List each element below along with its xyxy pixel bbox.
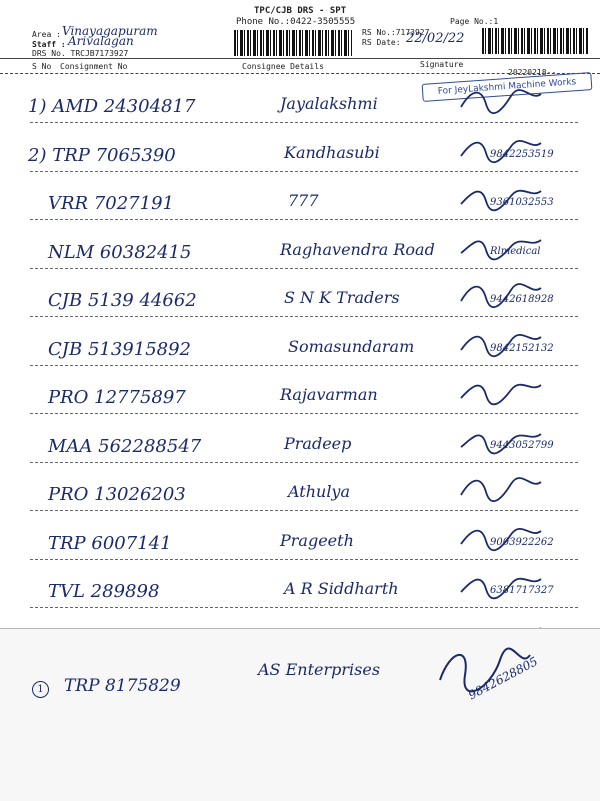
col-sno: S No: [32, 62, 52, 71]
rs-date-label: RS Date:: [362, 38, 401, 47]
area-label: Area :: [32, 30, 61, 39]
row-consignment: CJB 513915892: [48, 338, 192, 360]
rs-number: RS No.:7173927: [362, 28, 430, 37]
header-top-rule: [0, 58, 600, 59]
row-consignment: NLM 60382415: [48, 241, 192, 263]
row-divider: [30, 413, 578, 414]
row-divider: [30, 316, 578, 317]
slip-consignment: TRP 8175829: [64, 676, 181, 696]
row-signature-note: 9842152132: [490, 342, 554, 354]
row-consignment: 2) TRP 7065390: [28, 144, 176, 166]
row-signature-note: 9361032553: [490, 197, 554, 208]
row-consignee: 777: [288, 191, 319, 210]
staff-label: Staff :: [32, 40, 66, 49]
row-divider: [30, 122, 578, 123]
row-divider: [30, 462, 578, 463]
print-code: 20220218--: [508, 68, 557, 77]
row-signature-note: 9842253519: [490, 148, 554, 160]
drs-barcode: [234, 30, 352, 56]
header-bottom-rule: [0, 73, 600, 74]
row-signature-note: 9003922262: [490, 536, 554, 548]
row-divider: [30, 559, 578, 560]
row-signature: [456, 82, 546, 118]
rs-barcode: [482, 28, 588, 54]
row-consignee: Raghavendra Road: [280, 239, 435, 259]
row-consignment: TVL 289898: [48, 581, 160, 602]
row-consignee: Prageeth: [280, 530, 354, 550]
row-consignment: VRR 7027191: [48, 193, 174, 214]
row-consignment: MAA 562288547: [48, 435, 202, 457]
row-signature: [456, 373, 546, 409]
row-consignee: Jayalakshmi: [280, 94, 378, 113]
row-signature-note: 9442618928: [490, 294, 554, 305]
row-divider: [30, 510, 578, 511]
row-consignee: A R Siddharth: [284, 579, 399, 598]
row-consignee: S N K Traders: [284, 288, 400, 307]
document-title: TPC/CJB DRS - SPT: [254, 6, 347, 16]
row-consignee: Rajavarman: [280, 385, 378, 404]
rs-date-value: 22/02/22: [406, 31, 465, 46]
row-signature: [456, 470, 546, 506]
row-divider: [30, 219, 578, 220]
row-divider: [30, 171, 578, 172]
row-divider: [30, 607, 578, 608]
phone-number: Phone No.:0422-3505555: [236, 17, 356, 27]
row-consignee: Somasundaram: [288, 336, 415, 356]
page-number: Page No.:1: [450, 17, 499, 26]
row-consignment: PRO 13026203: [48, 484, 186, 505]
row-divider: [30, 365, 578, 366]
staff-value: Arivalagan: [68, 34, 134, 48]
slip-consignee: AS Enterprises: [258, 660, 381, 679]
slip-number: 1: [32, 681, 49, 698]
row-signature-note: 9443052799: [490, 439, 554, 451]
col-consignee: Consignee Details: [242, 62, 324, 71]
area-value: Vinayagapuram: [62, 24, 158, 38]
col-consignment: Consignment No: [60, 62, 128, 71]
row-consignment: PRO 12775897: [48, 387, 186, 408]
row-consignee: Kandhasubi: [284, 142, 380, 162]
row-divider: [30, 268, 578, 269]
row-consignment: CJB 5139 44662: [48, 290, 197, 311]
col-signature: Signature: [420, 60, 464, 69]
company-stamp: For JeyLakshmi Machine Works: [422, 72, 593, 102]
row-signature-note: Rlmedical: [490, 245, 541, 257]
row-consignment: TRP 6007141: [48, 532, 172, 554]
row-consignment: 1) AMD 24304817: [28, 96, 196, 117]
row-consignee: Athulya: [288, 482, 351, 501]
row-consignee: Pradeep: [284, 433, 352, 453]
drs-number: DRS No. TRCJB7173927: [32, 49, 129, 58]
row-signature-note: 6381717327: [490, 585, 554, 596]
slip-phone: 9842628805: [466, 654, 540, 703]
